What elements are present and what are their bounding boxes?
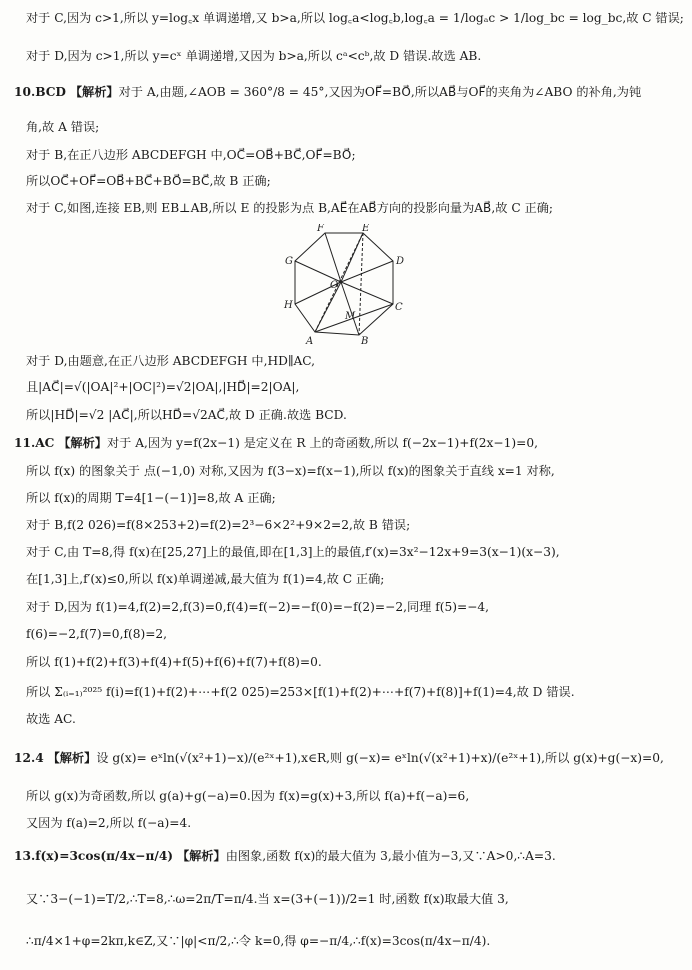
text-line: 对于 B,在正八边形 ABCDEFGH 中,OC⃗=OB⃗+BC⃗,OF⃗=BO⃗;: [26, 148, 356, 162]
question-13: [14, 850, 556, 862]
analysis-tag: 【解析】: [69, 85, 119, 99]
text-line: 且|AC⃗|=√(|OA|²+|OC|²)=√2|OA|,|HD⃗|=2|OA|,: [26, 380, 300, 394]
text-line: 对于 C,由 T=8,得 f(x)在[25,27]上的最值,即在[1,3]上的最值,f′(x)=3x²−12x+9=3(x−1)(x−3),: [26, 545, 560, 559]
text-line: 所以|HD⃗|=√2 |AC⃗|,所以HD⃗=√2AC⃗,故 D 正确.故选 BCD.: [26, 408, 347, 422]
segment-EB: [359, 233, 363, 335]
analysis-text: 设 g(x)= eˣln(√(x²+1)−x)/(e²ˣ+1),x∈R,则 g(−x)= eˣln(√(x²+1)+x)/(e²ˣ+1),所以 g(x)+g(−x)=0,: [96, 751, 664, 765]
text-line: 对于 C,如图,连接 EB,则 EB⊥AB,所以 E 的投影为点 B,AE⃗在AB⃗方向的投影向量为AB⃗,故 C 正确;: [26, 201, 554, 215]
spoke-OC: [341, 282, 393, 304]
label-E: E: [362, 224, 370, 234]
text-line: 又∵3−(−1)=T/2,∴T=8,∴ω=2π/T=π/4.当 x=(3+(−1))/2=1 时,函数 f(x)取最大值 3,: [26, 892, 509, 906]
text-line: 对于 D,因为 c>1,所以 y=cˣ 单调递增,又因为 b>a,所以 cᵃ<cᵇ,故 D 错误.故选 AB.: [26, 49, 482, 63]
answer-label: 10.BCD: [14, 85, 66, 99]
label-D: D: [396, 256, 405, 267]
question-10: [14, 86, 641, 98]
text-line: f(6)=−2,f(7)=0,f(8)=2,: [26, 627, 168, 641]
question-12: [14, 752, 664, 764]
text-line: 对于 C,因为 c>1,所以 y=log꜀x 单调递增,又 b>a,所以 log꜀a<log꜀b,log꜀a = 1/logₐc > 1/log_bc = log_bc,故 C 错误;: [26, 11, 684, 25]
text-line: 角,故 A 错误;: [26, 120, 100, 134]
text-line: 在[1,3]上,f′(x)≤0,所以 f(x)单调递减,最大值为 f(1)=4,故 C 正确;: [26, 572, 385, 586]
spoke-OF: [325, 233, 341, 282]
analysis-text: 对于 A,因为 y=f(2x−1) 是定义在 R 上的奇函数,所以 f(−2x−1)+f(2x−1)=0,: [106, 436, 538, 450]
text-line: 所以 f(x) 的图象关于 点(−1,0) 对称,又因为 f(3−x)=f(x−1),所以 f(x)的图象关于直线 x=1 对称,: [26, 464, 555, 478]
label-O: O: [330, 280, 339, 291]
analysis-tag: 【解析】: [47, 751, 97, 765]
text-line: 故选 AC.: [26, 712, 76, 726]
text-line: 对于 D,由题意,在正八边形 ABCDEFGH 中,HD∥AC,: [26, 354, 316, 368]
label-H: H: [284, 300, 293, 311]
octagon-outline: [295, 233, 393, 335]
analysis-tag: 【解析】: [58, 436, 107, 450]
label-C: C: [395, 302, 403, 313]
octagon-figure: [275, 224, 420, 346]
analysis-tag: 【解析】: [176, 849, 226, 863]
text-line: 又因为 f(a)=2,所以 f(−a)=4.: [26, 816, 192, 830]
spoke-OB: [341, 282, 359, 335]
answer-label: 12.4: [14, 751, 44, 765]
text-line: 所以OC⃗+OF⃗=OB⃗+BC⃗+BO⃗=BC⃗,故 B 正确;: [26, 174, 271, 188]
text-line: 所以 g(x)为奇函数,所以 g(a)+g(−a)=0.因为 f(x)=g(x)+3,所以 f(a)+f(−a)=6,: [26, 789, 470, 803]
spoke-OG: [295, 261, 341, 282]
label-B: B: [361, 336, 369, 346]
answer-label: 13.f(x)=3cos(π/4x−π/4): [14, 849, 174, 863]
text-line: 所以 f(1)+f(2)+f(3)+f(4)+f(5)+f(6)+f(7)+f(8)=0.: [26, 655, 322, 669]
analysis-text: 由图象,函数 f(x)的最大值为 3,最小值为−3,又∵A>0,∴A=3.: [225, 849, 556, 863]
label-A: A: [306, 336, 314, 346]
label-G: G: [285, 256, 293, 267]
analysis-text: 对于 A,由题,∠AOB = 360°/8 = 45°,又因为OF⃗=BO⃗,所以AB⃗与OF⃗的夹角为∠ABO 的补角,为钝: [118, 85, 642, 99]
text-line: ∴π/4×1+φ=2kπ,k∈Z,又∵|φ|<π/2,∴令 k=0,得 φ=−π/4,∴f(x)=3cos(π/4x−π/4).: [26, 934, 491, 948]
label-F: F: [317, 224, 324, 234]
answer-label: 11.AC: [14, 436, 55, 450]
text-line: 对于 B,f(2 026)=f(8×253+2)=f(2)=2³−6×2²+9×2=2,故 B 错误;: [26, 518, 411, 532]
text-line: 所以 f(x)的周期 T=4[1−(−1)]=8,故 A 正确;: [26, 491, 276, 505]
question-11: [14, 437, 538, 449]
label-M: M: [345, 311, 356, 322]
text-line: 对于 D,因为 f(1)=4,f(2)=2,f(3)=0,f(4)=f(−2)=−f(0)=−f(2)=−2,同理 f(5)=−4,: [26, 600, 490, 614]
text-line: 所以 Σ₍ᵢ₌₁₎²⁰²⁵ f(i)=f(1)+f(2)+⋯+f(2 025)=253×[f(1)+f(2)+⋯+f(7)+f(8)]+f(1)=4,故 D 错误.: [26, 685, 575, 699]
